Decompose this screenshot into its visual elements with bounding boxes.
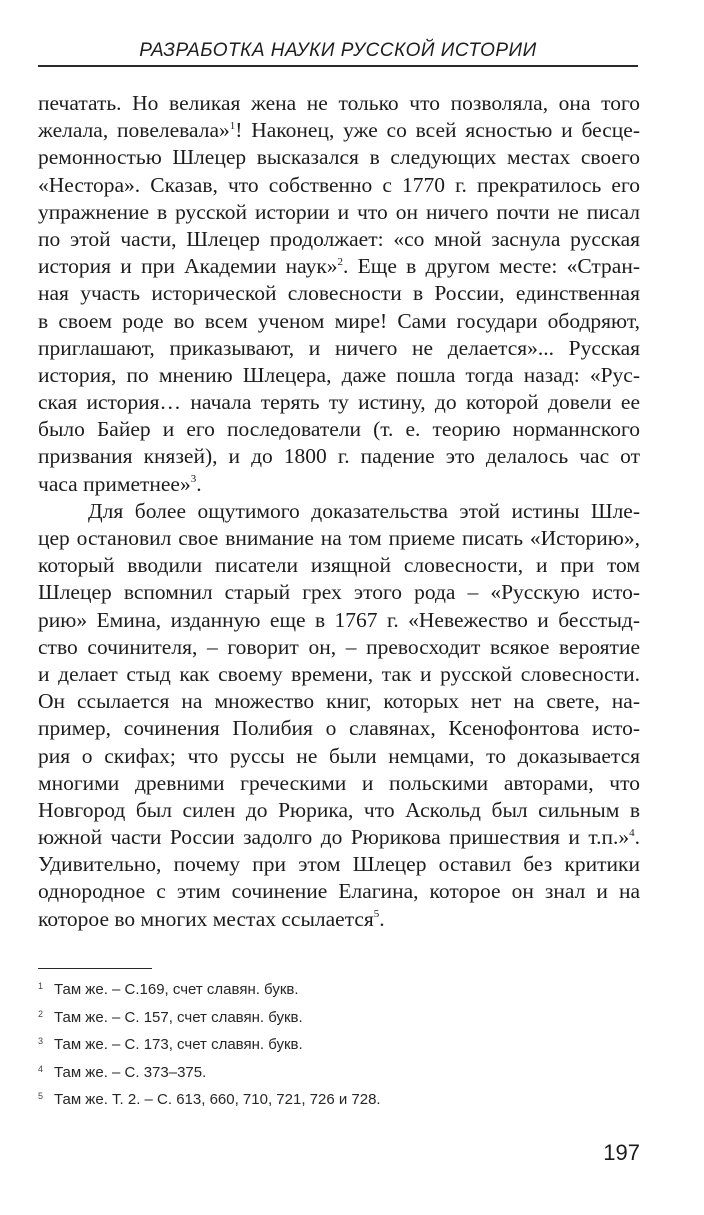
text-line [38,715,640,742]
text-line [38,308,640,335]
text-line [38,117,640,144]
line-text: рию» Емина, изданную еще в 1767 г. «Невежество и бесстыд- [38,607,640,632]
text-line [38,226,640,253]
text-line [38,416,640,443]
text-line [38,199,640,226]
line-text: и делает стыд как своему времени, так и русской словесности. [38,661,640,686]
text-line [38,797,640,824]
line-text: ство сочинителя, – говорит он, – превосходит всякое вероятие [38,634,640,659]
line-text: Он ссылается на множество книг, которых нет на свете, на- [38,689,640,714]
line-text-after: . [634,825,640,850]
text-line [38,144,640,171]
line-text: рия о скифах; что руссы не были немцами, то доказывается [38,743,640,768]
line-text: Удивительно, почему при этом Шлецер оставил без критики [38,852,640,877]
line-text: пример, сочинения Полибия о славянах, Ксенофонтова исто- [38,716,640,741]
footnote-item [38,1001,638,1029]
footnotes [38,973,638,1111]
line-text: часа приметнее» [38,471,191,496]
text-line [38,90,640,117]
text-line [38,172,640,199]
text-line [38,280,640,307]
footnote-text: Там же. Т. 2. – С. 613, 660, 710, 721, 726 и 728. [54,1091,381,1108]
footnote-item [38,1028,638,1056]
text-line [38,389,640,416]
text-line [38,743,640,770]
line-text: ская история… начала терять ту истину, до которой довели ее [38,390,640,415]
footnote-number: 3 [38,1036,44,1046]
line-text-after: . [196,471,202,496]
body-text [38,90,640,933]
line-text: южной части России задолго до Рюрикова пришествия и т.п.» [38,825,630,850]
text-line [38,498,640,525]
footnote-rule [38,968,152,969]
line-text: «Нестора». Сказав, что собственно с 1770 г. прекратилось его [38,172,640,197]
footnote-number: 4 [38,1063,44,1074]
running-head: РАЗРАБОТКА НАУКИ РУССКОЙ ИСТОРИИ [139,40,537,61]
line-text-after: ! Наконец, уже со всей ясностью и бесце- [235,118,640,143]
footnote-ref: 3 [190,473,197,486]
line-text: однородное с этим сочинение Елагина, которое он знал и на [38,879,640,904]
line-text: которое во многих местах ссылается [38,906,374,931]
header-rule [38,65,638,67]
text-line [38,607,640,634]
line-text: упражнение в русской истории и что он ничего почти не писал [38,199,640,224]
footnote-ref: 1 [229,120,236,133]
line-text: было Байер и его последователи (т. е. теорию норманнского [38,417,640,442]
text-line [38,878,640,905]
line-text: ремонностью Шлецер высказался в следующих местах своего [38,145,640,170]
footnote-number: 1 [38,981,44,991]
line-text: Новгород был силен до Рюрика, что Аскольд был сильным в [38,797,640,822]
footnote-text: Там же. – С. 173, счет славян. букв. [54,1036,303,1053]
text-line [38,661,640,688]
text-line [38,525,640,552]
paragraph-1 [38,90,640,498]
text-line [38,579,640,606]
line-text: печатать. Но великая жена не только что позволяла, она того [38,91,640,115]
text-line [38,851,640,878]
text-line [38,634,640,661]
line-text: желала, повелевала» [38,118,230,143]
line-text: цер остановил свое внимание на том приеме писать «Историю», [38,526,640,550]
line-text: который вводили писатели изящной словесности, и при том [38,553,640,578]
footnote-number: 2 [38,1008,44,1019]
footnote-ref: 5 [373,908,380,921]
footnote-item [38,1083,638,1111]
text-line [38,335,640,362]
footnote-number: 5 [38,1091,44,1101]
line-text: Для более ощутимого доказательства этой истины Шле- [88,498,640,523]
line-text: история, по мнению Шлецера, даже пошла тогда назад: «Рус- [38,362,640,387]
line-text: по этой части, Шлецер продолжает: «со мной заснула русская [38,226,640,251]
line-text: призвания князей), и до 1800 г. падение это делалось час от [38,444,640,469]
line-text: история и при Академии наук» [38,254,338,279]
line-text: многими древними греческими и польскими авторами, что [38,770,640,795]
footnote-text: Там же. – С. 373–375. [54,1063,207,1081]
line-text: в своем роде во всем ученом мире! Сами государи ободряют, [38,308,640,333]
line-text-after: . [379,906,385,931]
text-line [38,906,640,933]
line-text: приглашают, приказывают, и ничего не делается»... Русская [38,335,640,360]
footnote-item [38,1056,638,1084]
text-line [38,688,640,715]
footnote-text: Там же. – С. 157, счет славян. букв. [54,1008,303,1026]
line-text-after: . Еще в другом месте: «Стран- [343,254,640,279]
footnote-item [38,973,638,1001]
footnote-ref: 2 [337,255,344,268]
text-line [38,770,640,797]
text-line [38,824,640,851]
text-line [38,443,640,470]
page-number: 197 [603,1140,640,1165]
line-text: ная участь исторической словесности в России, единственная [38,281,640,306]
paragraph-2 [38,498,640,933]
text-line [38,471,640,498]
text-line [38,362,640,389]
text-line [38,552,640,579]
line-text: Шлецер вспомнил старый грех этого рода – «Русскую исто- [38,580,640,605]
footnote-ref: 4 [629,826,635,839]
text-line [38,253,640,280]
footnote-text: Там же. – С.169, счет славян. букв. [54,981,299,998]
